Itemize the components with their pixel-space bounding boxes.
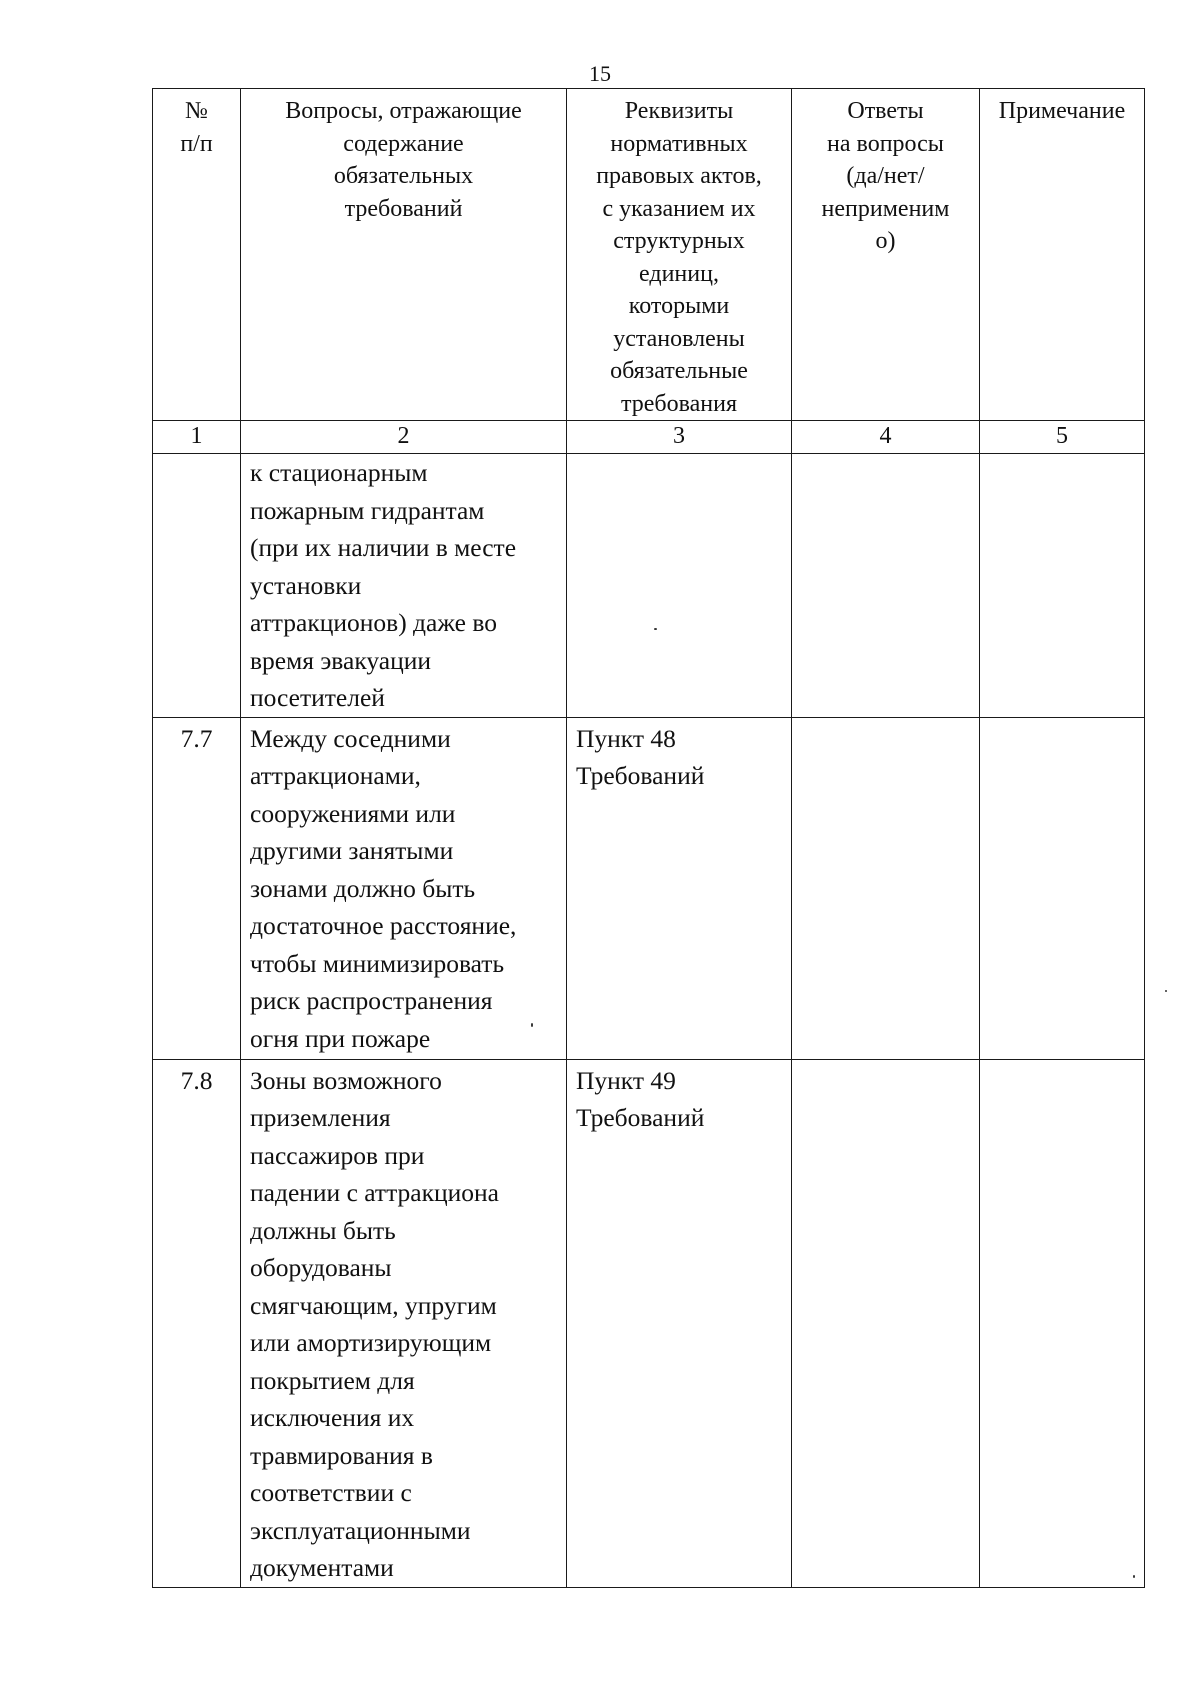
- row-reference-cell: Пункт 48 Требований: [567, 717, 792, 1059]
- row-number-cell: 7.7: [153, 717, 241, 1059]
- scan-speck: [654, 628, 657, 630]
- header-cell-number: № п/п: [153, 89, 241, 421]
- table-row: [153, 717, 1145, 1059]
- row-reference-cell: [567, 454, 792, 718]
- table-header-row: [153, 89, 1145, 421]
- header-cell-questions: Вопросы, отражающие содержание обязательных требований: [241, 89, 567, 421]
- column-number-cell: 1: [153, 421, 241, 454]
- column-number-cell: 2: [241, 421, 567, 454]
- scan-speck: [531, 1023, 533, 1027]
- scan-speck: [1133, 1575, 1135, 1578]
- column-number-cell: 4: [792, 421, 980, 454]
- row-number-cell: [153, 454, 241, 718]
- scan-speck: [1165, 990, 1167, 992]
- table-row: [153, 1059, 1145, 1587]
- row-answer-cell: [792, 454, 980, 718]
- row-question-cell: Между соседними аттракционами, сооружениями или другими занятыми зонами должно быть достаточное расстояние, чтобы минимизировать риск распространения огня при пожаре: [241, 717, 567, 1059]
- row-answer-cell: [792, 717, 980, 1059]
- page-number: 15: [589, 61, 611, 86]
- column-number-cell: 5: [980, 421, 1145, 454]
- column-number-row: [153, 421, 1145, 454]
- requirements-checklist-table: [152, 88, 1145, 1588]
- row-question-cell: Зоны возможного приземления пассажиров при падении с аттракциона должны быть оборудованы смягчающим, упругим или амортизирующим покрытием для исключения их травмирования в соответствии с эксплуатационными документами: [241, 1059, 567, 1587]
- row-question-cell: к стационарным пожарным гидрантам (при их наличии в месте установки аттракционов) даже во время эвакуации посетителей: [241, 454, 567, 718]
- row-note-cell: [980, 717, 1145, 1059]
- column-number-cell: 3: [567, 421, 792, 454]
- row-reference-cell: Пункт 49 Требований: [567, 1059, 792, 1587]
- row-note-cell: [980, 454, 1145, 718]
- table-row: [153, 454, 1145, 718]
- header-cell-notes: Примечание: [980, 89, 1145, 421]
- row-note-cell: [980, 1059, 1145, 1587]
- header-cell-legal-references: Реквизиты нормативных правовых актов, с указанием их структурных единиц, которыми установлены обязательные требования: [567, 89, 792, 421]
- header-cell-answers: Ответы на вопросы (да/нет/ неприменим о): [792, 89, 980, 421]
- row-answer-cell: [792, 1059, 980, 1587]
- row-number-cell: 7.8: [153, 1059, 241, 1587]
